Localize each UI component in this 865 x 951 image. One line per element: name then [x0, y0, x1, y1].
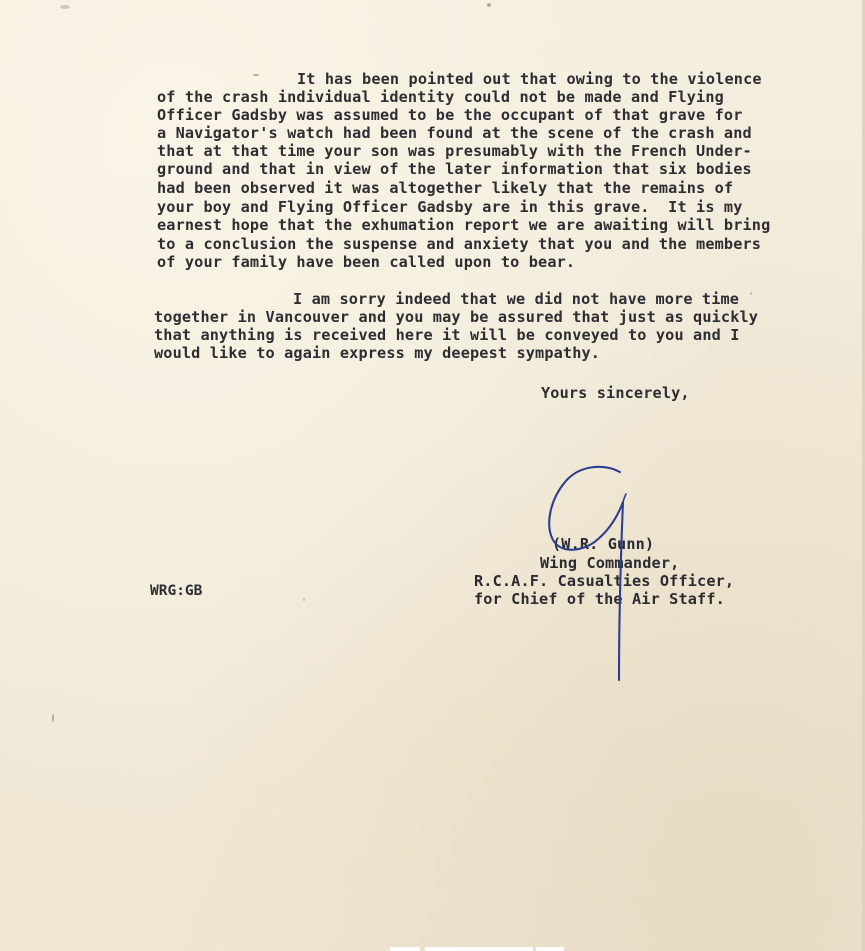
closing: Yours sincerely, — [541, 384, 690, 402]
signatory-title: R.C.A.F. Casualties Officer, — [474, 572, 735, 590]
scan-edge — [425, 947, 533, 951]
text-line: ground and that in view of the later information that six bodies — [157, 160, 752, 178]
text-line: a Navigator's watch had been found at the scene of the crash and — [157, 124, 752, 142]
text-line: that anything is received here it will be conveyed to you and I — [154, 326, 740, 344]
paper-speck — [253, 74, 259, 76]
text-line: of the crash individual identity could not be made and Flying — [157, 88, 724, 106]
reference-initials: WRG:GB — [150, 583, 203, 599]
signatory-name: (W.R. Gunn) — [552, 535, 655, 553]
text-line: Officer Gadsby was assumed to be the occupant of that grave for — [157, 106, 743, 124]
text-line: of your family have been called upon to bear. — [157, 253, 576, 271]
signatory-office: for Chief of the Air Staff. — [474, 590, 725, 608]
handwritten-signature — [535, 460, 645, 690]
scan-edge — [536, 947, 564, 951]
text-line: had been observed it was altogether likely that the remains of — [157, 179, 734, 197]
paper-speck — [60, 5, 70, 9]
text-line: to a conclusion the suspense and anxiety that you and the members — [157, 235, 762, 253]
text-line: that at that time your son was presumably with the French Under- — [157, 142, 752, 160]
text-line: I am sorry indeed that we did not have more time — [293, 290, 740, 308]
paper-speck — [303, 598, 305, 601]
text-line: would like to again express my deepest sympathy. — [154, 344, 601, 362]
text-line: your boy and Flying Officer Gadsby are in this grave. It is my — [157, 198, 743, 216]
paper-speck — [52, 714, 54, 722]
text-line: earnest hope that the exhumation report we are awaiting will bring — [157, 216, 771, 234]
text-line: It has been pointed out that owing to the violence — [297, 70, 762, 88]
signatory-rank: Wing Commander, — [540, 554, 680, 572]
paper-speck — [487, 3, 491, 7]
text-line: together in Vancouver and you may be assured that just as quickly — [154, 308, 759, 326]
scan-edge — [390, 947, 420, 951]
paper-speck — [750, 292, 752, 295]
